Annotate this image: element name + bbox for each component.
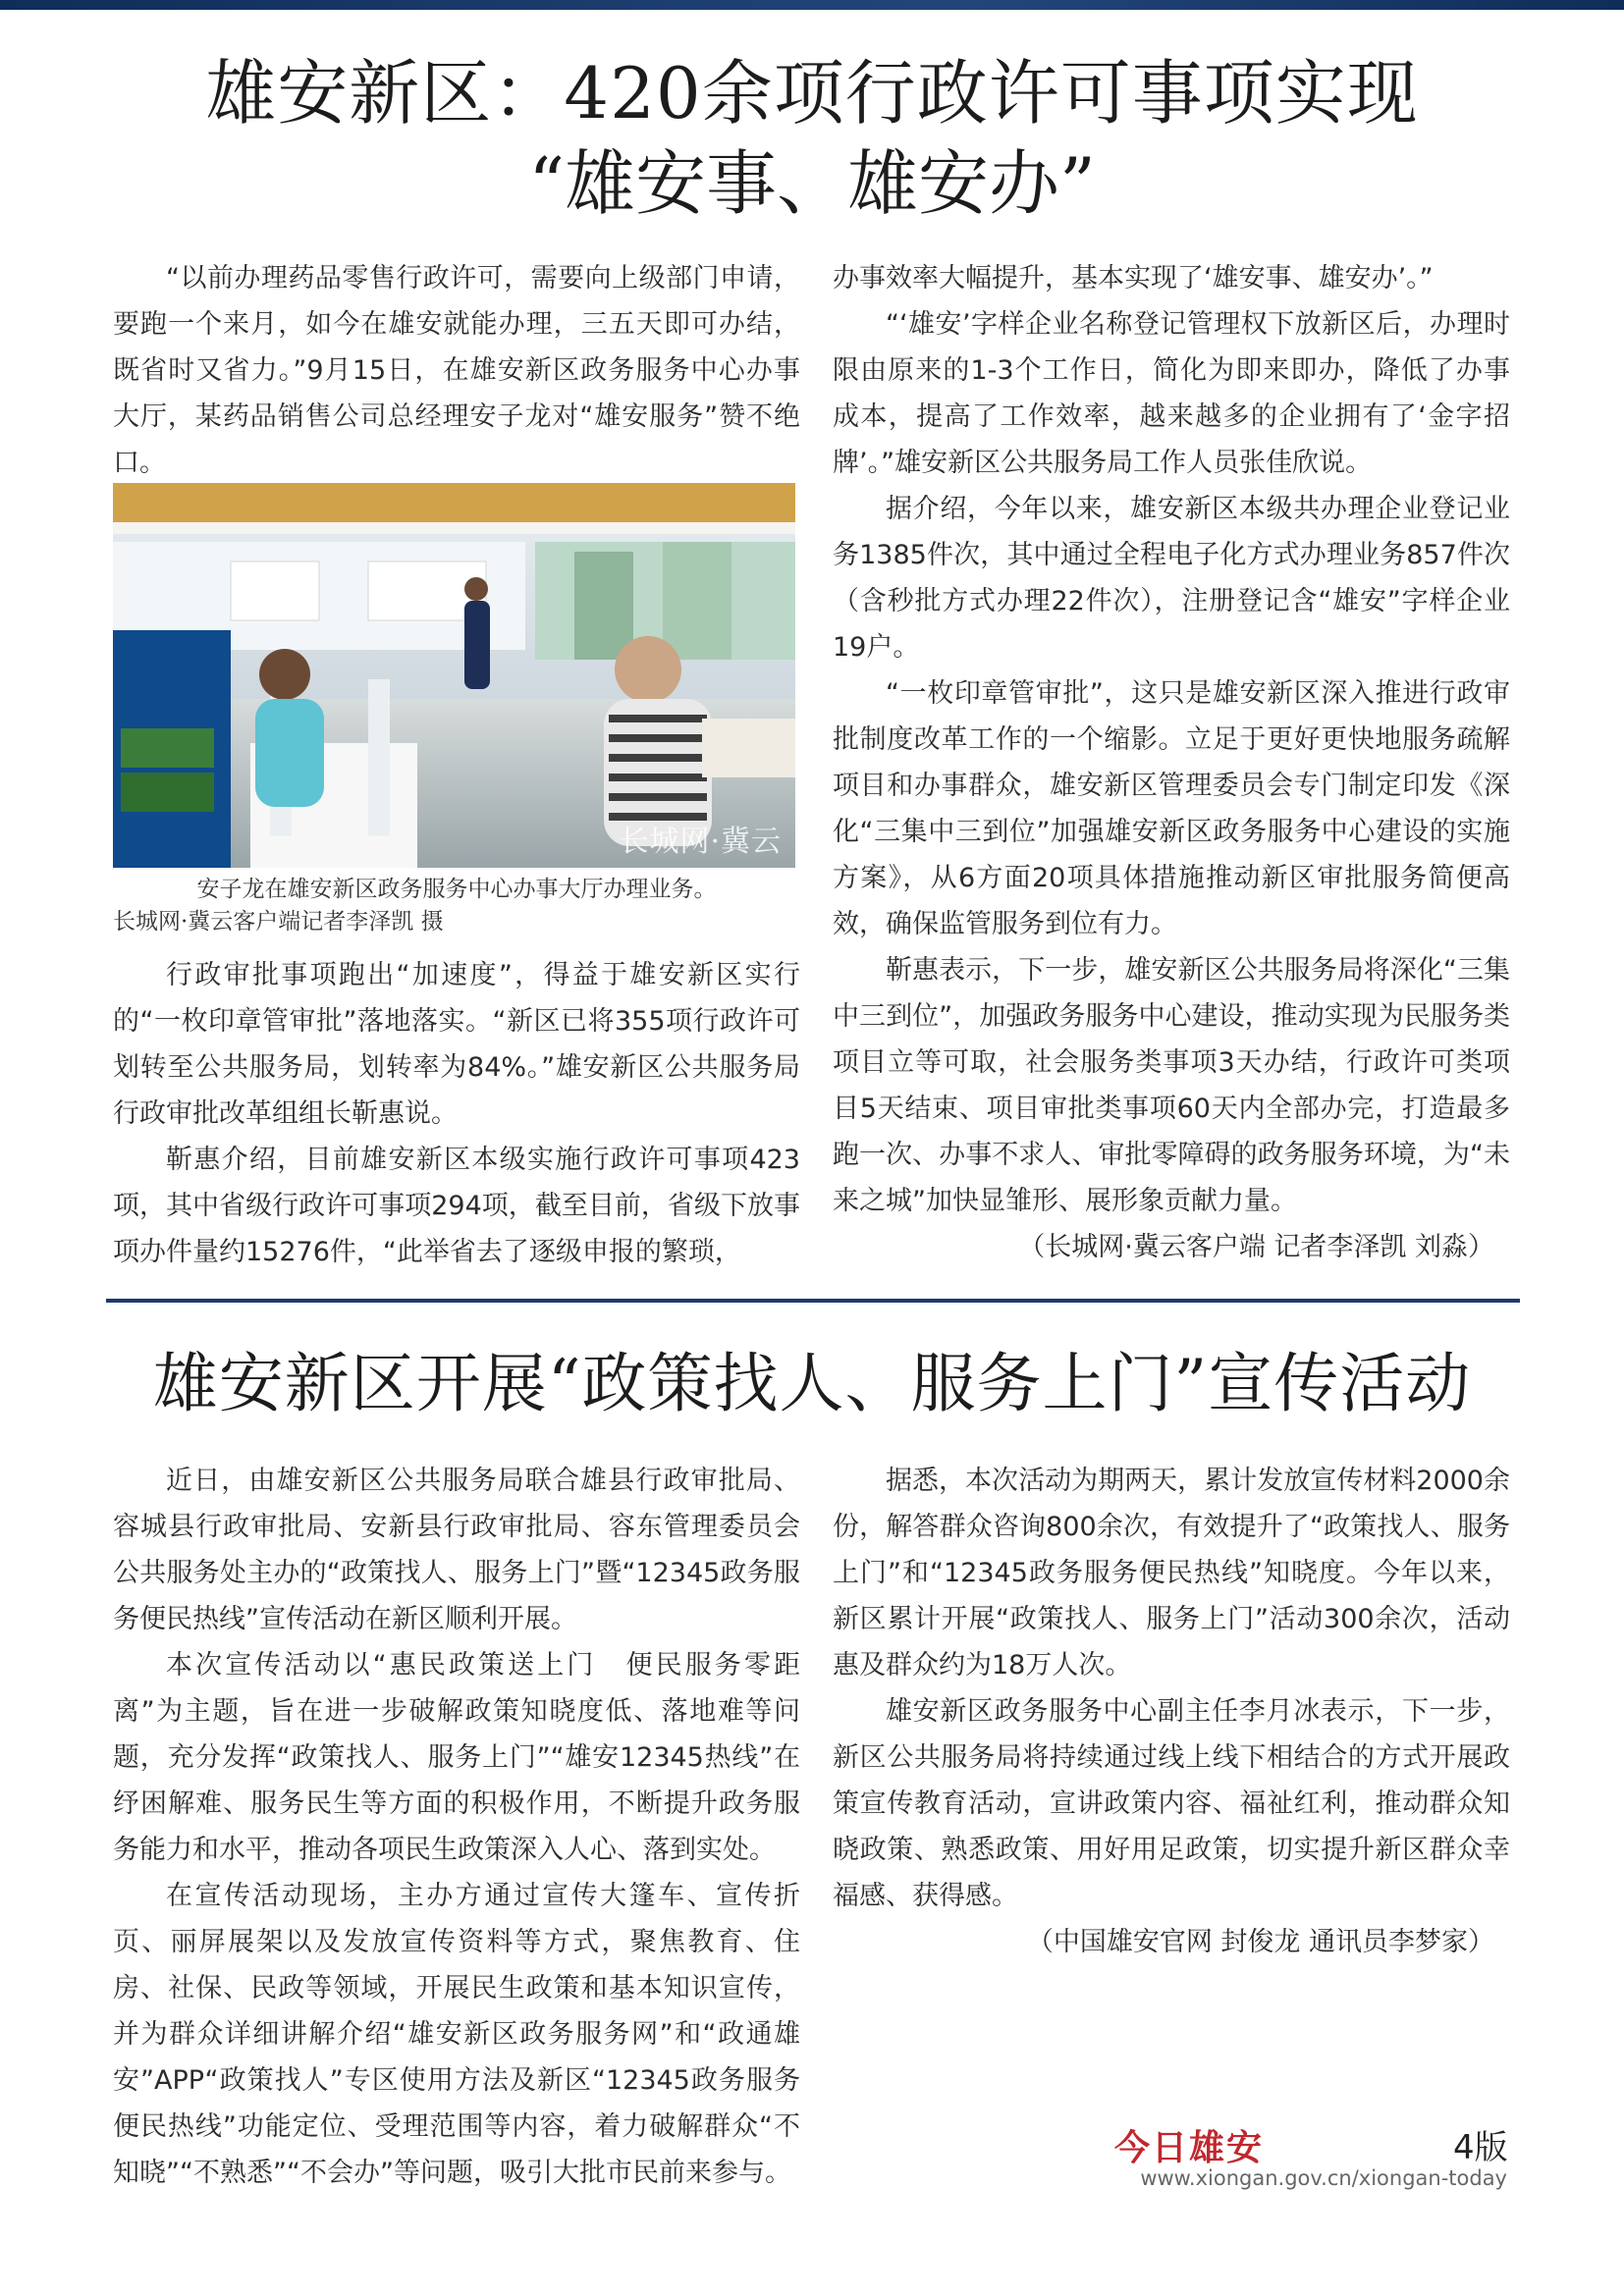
article1-credit: （长城网·冀云客户端 记者李泽凯 刘淼） xyxy=(1018,1232,1494,1262)
newspaper-logo: 今日雄安 xyxy=(1114,2127,1265,2168)
article2-title: 雄安新区开展“政策找人、服务上门”宣传活动 xyxy=(152,1346,1472,1421)
news-photo xyxy=(113,483,795,868)
paragraph: 靳惠表示，下一步，雄安新区公共服务局将深化“三集中三到位”，加强政务服务中心建设，推动实现为民服务类项目立等可取，社会服务类事项3天办结，行政许可类项目5天结束、项目审批类事项60天内全部办完，打造最多跑一次、办事不求人、审批零障碍的政务服务环境，为“未来之城”加快显雏形、展形象贡献力量。 xyxy=(833,955,1510,1216)
paragraph: 在宣传活动现场，主办方通过宣传大篷车、宣传折页、丽屏展架以及发放宣传资料等方式，聚焦教育、住房、社保、民政等领域，开展民生政策和基本知识宣传，并为群众详细讲解介绍“雄安新区政务服务网”和“政通雄安”APP“政策找人”专区使用方法及新区“12345政务服务便民热线”功能定位、受理范围等内容，着力破解群众“不知晓”“不熟悉”“不会办”等问题，吸引大批市民前来参与。 xyxy=(113,1881,800,2188)
photo-watermark: 长城网·冀云 xyxy=(619,825,782,859)
article2-right-column xyxy=(833,1458,1510,1965)
paragraph: “‘雄安’字样企业名称登记管理权下放新区后，办理时限由原来的1-3个工作日，简化为即来即办，降低了办事成本，提高了工作效率，越来越多的企业拥有了‘金字招牌’。”雄安新区公共服务局工作人员张佳欣说。 xyxy=(833,309,1510,478)
article2-left-column xyxy=(113,1458,800,2196)
paragraph: “一枚印章管审批”，这只是雄安新区深入推进行政审批制度改革工作的一个缩影。立足于更好更快地服务疏解项目和办事群众，雄安新区管理委员会专门制定印发《深化“三集中三到位”加强雄安新区政务服务中心建设的实施方案》，从6方面20项具体措施推动新区审批服务简便高效，确保监管服务到位有力。 xyxy=(833,678,1510,939)
article1-left-column-top xyxy=(113,255,800,486)
article1-title-line2: “雄安事、雄安办” xyxy=(528,142,1096,225)
service-hall-photo-illustration xyxy=(113,483,795,868)
paragraph: 据介绍，今年以来，雄安新区本级共办理企业登记业务1385件次，其中通过全程电子化方式办理业务857件次（含秒批方式办理22件次），注册登记含“雄安”字样企业19户。 xyxy=(833,494,1510,663)
section-divider xyxy=(106,1299,1520,1303)
paragraph: 本次宣传活动以“惠民政策送上门 便民服务零距离”为主题，旨在进一步破解政策知晓度低、落地难等问题，充分发挥“政策找人、服务上门”“雄安12345热线”在纾困解难、服务民生等方面的积极作用，不断提升政务服务能力和水平，推动各项民生政策深入人心、落到实处。 xyxy=(113,1650,800,1865)
photo-caption xyxy=(113,874,800,938)
paragraph: 行政审批事项跑出“加速度”，得益于雄安新区实行的“一枚印章管审批”落地落实。“新区已将355项行政许可划转至公共服务局，划转率为84%。”雄安新区公共服务局行政审批改革组组长靳惠说。 xyxy=(113,960,800,1129)
paragraph: 雄安新区政务服务中心副主任李月冰表示，下一步，新区公共服务局将持续通过线上线下相结合的方式开展政策宣传教育活动，宣讲政策内容、福祉红利，推动群众知晓政策、熟悉政策、用好用足政策，切实提升新区群众幸福感、获得感。 xyxy=(833,1696,1510,1911)
paragraph-continuation: 办事效率大幅提升，基本实现了‘雄安事、雄安办’。” xyxy=(833,263,1434,294)
page-number: 4版 xyxy=(1453,2128,1508,2167)
article1-left-column-bottom xyxy=(113,952,800,1275)
article2-credit: （中国雄安官网 封俊龙 通讯员李梦家） xyxy=(1026,1927,1494,1957)
paragraph: 据悉，本次活动为期两天，累计发放宣传材料2000余份，解答群众咨询800余次，有效提升了“政策找人、服务上门”和“12345政务服务便民热线”知晓度。今年以来，新区累计开展“政策找人、服务上门”活动300余次，活动惠及群众约为18万人次。 xyxy=(833,1466,1510,1681)
paragraph: 近日，由雄安新区公共服务局联合雄县行政审批局、容城县行政审批局、安新县行政审批局、容东管理委员会公共服务处主办的“政策找人、服务上门”暨“12345政务服务便民热线”宣传活动在新区顺利开展。 xyxy=(113,1466,800,1634)
paragraph: “以前办理药品零售行政许可，需要向上级部门申请，要跑一个来月，如今在雄安就能办理，三五天即可办结，既省时又省力。”9月15日，在雄安新区政务服务中心办事大厅，某药品销售公司总经理安子龙对“雄安服务”赞不绝口。 xyxy=(113,263,800,478)
top-accent-bar xyxy=(0,0,1624,10)
paragraph: 靳惠介绍，目前雄安新区本级实施行政许可事项423项，其中省级行政许可事项294项，截至目前，省级下放事项办件量约15276件，“此举省去了逐级申报的繁琐， xyxy=(113,1145,800,1267)
article1-title-line1: 雄安新区：420余项行政许可事项实现 xyxy=(205,52,1419,134)
photo-caption-line1: 安子龙在雄安新区政务服务中心办事大厅办理业务。 xyxy=(196,877,717,902)
article1-right-column xyxy=(833,255,1510,1270)
footer-url: www.xiongan.gov.cn/xiongan-today xyxy=(1140,2166,1507,2190)
photo-caption-line2: 长城网·冀云客户端记者李泽凯 摄 xyxy=(113,909,444,934)
